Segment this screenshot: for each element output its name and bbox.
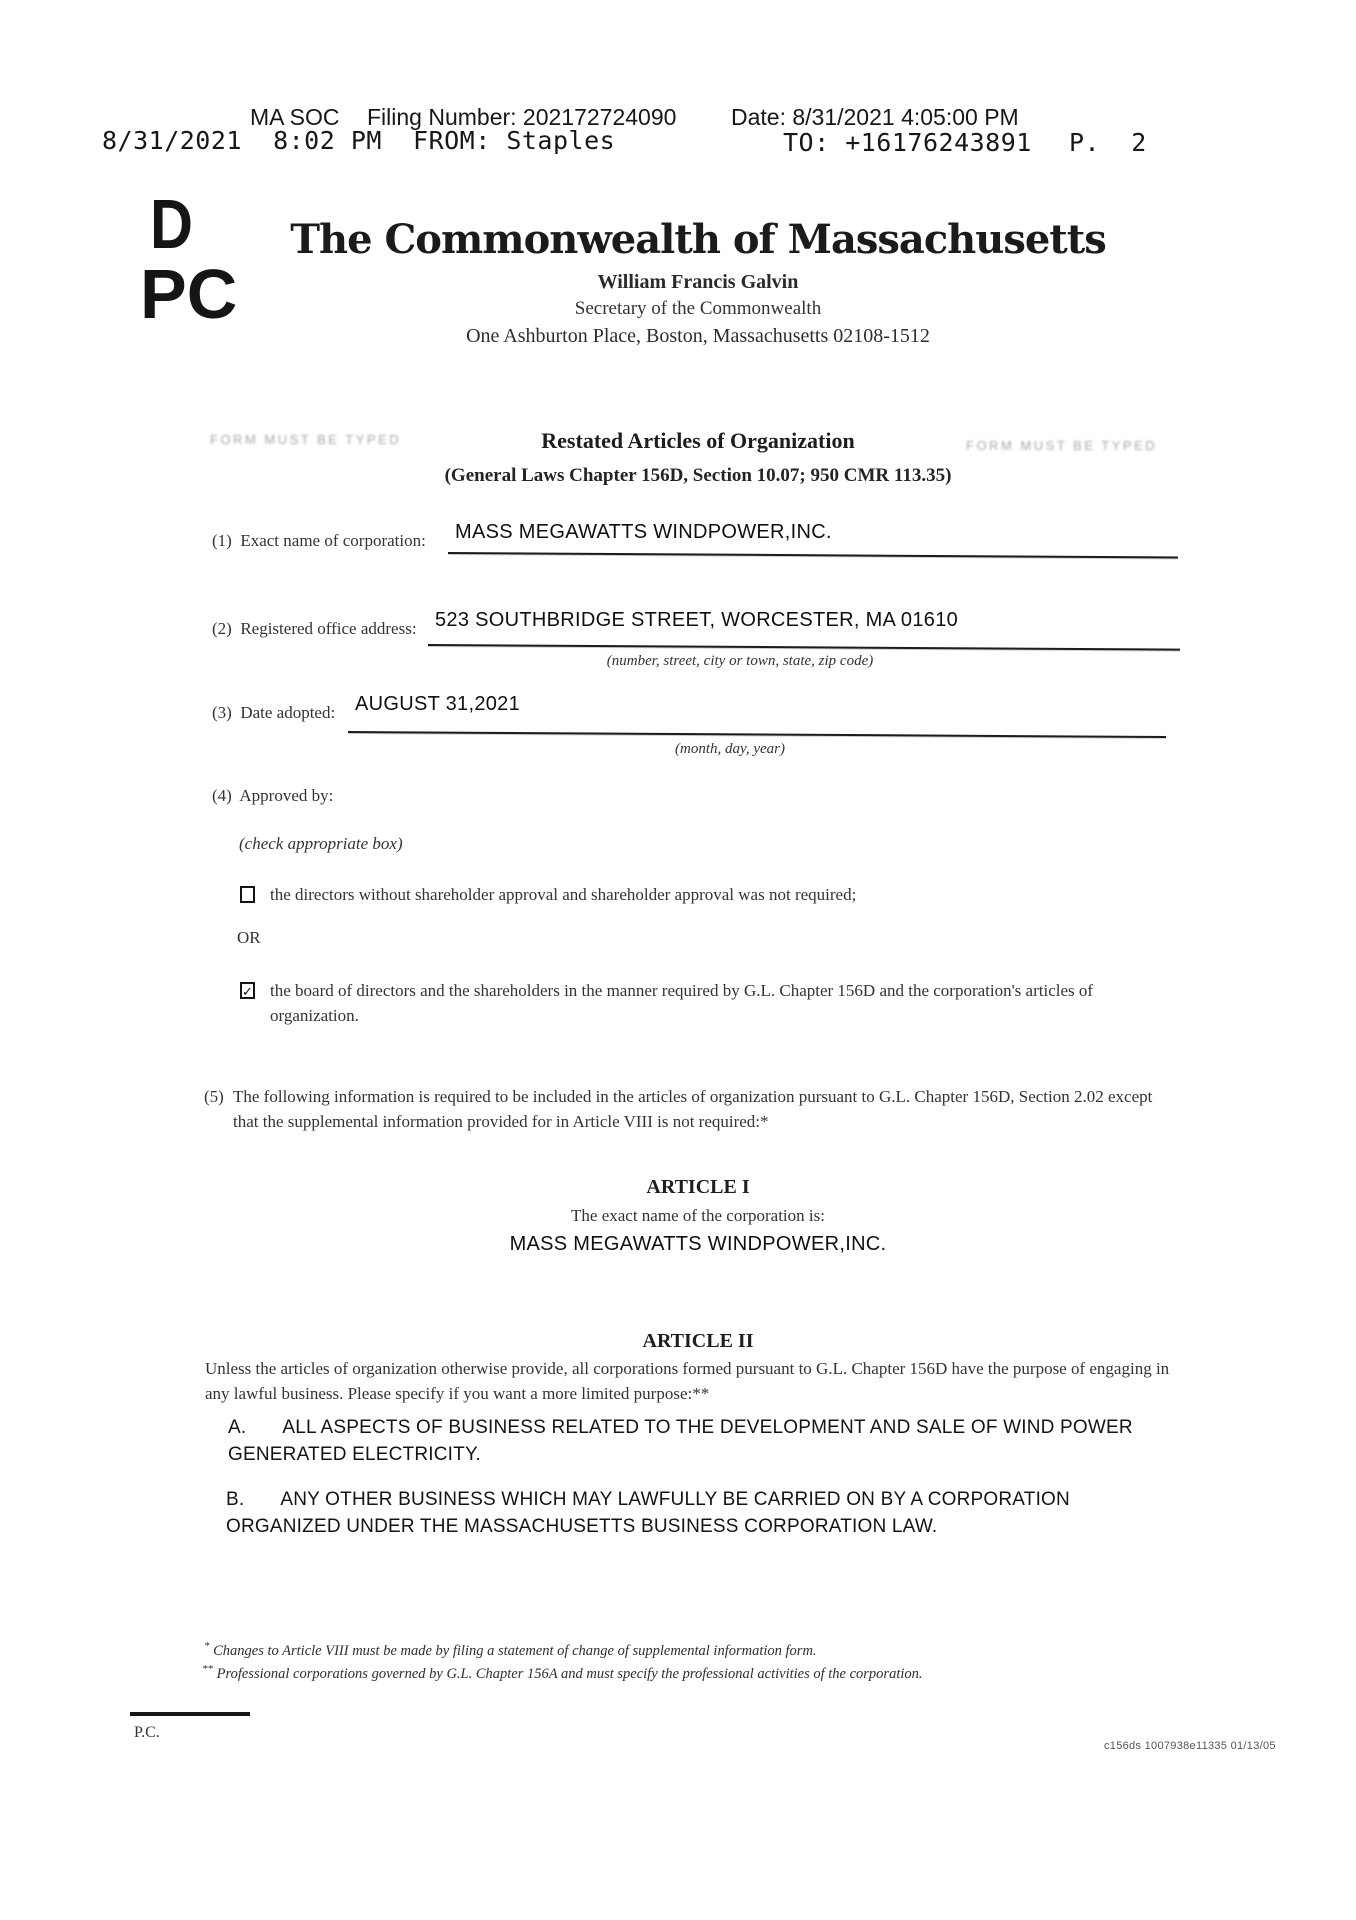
left-faint-stamp: FORM MUST BE TYPED xyxy=(210,432,402,447)
footnote-2-marker: ** xyxy=(202,1663,213,1675)
purpose-item-a xyxy=(228,1414,1143,1468)
doc-code: c156ds 1007938e11335 01/13/05 xyxy=(1104,1740,1276,1752)
corner-stamp-d: D xyxy=(150,185,193,263)
item-a-text: ALL ASPECTS OF BUSINESS RELATED TO THE DEVELOPMENT AND SALE OF WIND POWER GENERATED ELECTRICITY. xyxy=(228,1417,1133,1465)
footnote-1 xyxy=(204,1640,817,1660)
item-b-text: ANY OTHER BUSINESS WHICH MAY LAWFULLY BE CARRIED ON BY A CORPORATION ORGANIZED UNDER THE MASSACHUSETTS BUSINESS CORPORATION LAW. xyxy=(226,1489,1070,1537)
field-3-label: (3) Date adopted: xyxy=(212,703,336,722)
fax-timestamp: 8/31/2021 8:02 PM FROM: Staples xyxy=(102,126,616,155)
field-5-text: The following information is required to be included in the articles of organization pursuant to G.L. Chapter 156D, Section 2.02 except that the supplemental information provided for in Article VIII is not required:* xyxy=(233,1087,1153,1131)
article-1-line: The exact name of the corporation is: xyxy=(571,1206,825,1225)
field-3-underline xyxy=(348,731,1166,738)
article-2-heading: ARTICLE II xyxy=(642,1330,754,1352)
right-faint-stamp: FORM MUST BE TYPED xyxy=(966,438,1158,453)
footnote-1-marker: * xyxy=(204,1640,210,1652)
option-1-checkbox xyxy=(240,886,255,903)
fax-ma-soc: MA SOC xyxy=(250,104,340,130)
field-2-label: (2) Registered office address: xyxy=(212,619,417,638)
secretary-name: William Francis Galvin xyxy=(597,271,799,293)
fax-to-number: TO: +16176243891 xyxy=(783,128,1032,157)
footnote-2 xyxy=(202,1663,923,1683)
article-2-intro: Unless the articles of organization otherwise provide, all corporations formed pursuant to G.L. Chapter 156D have the purpose of engaging in any lawful business. Please specify if you want a more limited purpose:** xyxy=(205,1359,1170,1403)
fax-page-number: P. 2 xyxy=(1069,128,1147,157)
field-2-underline xyxy=(428,644,1180,651)
check-mark-icon: ✓ xyxy=(242,985,253,1000)
or-label: OR xyxy=(237,928,261,947)
check-instruction: (check appropriate box) xyxy=(239,834,403,853)
field-1-label: (1) Exact name of corporation: xyxy=(212,531,426,550)
pc-label: P.C. xyxy=(134,1724,160,1741)
article-1-heading: ARTICLE I xyxy=(646,1176,750,1198)
item-b-label: B. xyxy=(226,1489,245,1510)
article-1-corp-name: MASS MEGAWATTS WINDPOWER,INC. xyxy=(509,1233,887,1255)
footnote-2-text: Professional corporations governed by G.L. Chapter 156A and must specify the professional activities of the corporation. xyxy=(213,1665,923,1682)
field-1-value: MASS MEGAWATTS WINDPOWER,INC. xyxy=(455,521,832,543)
field-3-value: AUGUST 31,2021 xyxy=(355,693,521,715)
option-2-text: the board of directors and the shareholders in the manner required by G.L. Chapter 156D and the corporation's articles of organization. xyxy=(270,981,1094,1025)
secretary-title: Secretary of the Commonwealth xyxy=(574,298,822,319)
field-5-number: (5) xyxy=(204,1087,224,1106)
article-1-block xyxy=(278,1176,1118,1256)
purpose-item-b xyxy=(226,1486,1086,1540)
option-1-text: the directors without shareholder approval and shareholder approval was not required; xyxy=(270,885,857,904)
field-2-caption: (number, street, city or town, state, zip code) xyxy=(606,653,874,669)
footnote-1-text: Changes to Article VIII must be made by filing a statement of change of supplemental information form. xyxy=(209,1642,817,1659)
form-subtitle: (General Laws Chapter 156D, Section 10.07; 950 CMR 113.35) xyxy=(444,465,952,486)
letterhead-address: One Ashburton Place, Boston, Massachusetts 02108-1512 xyxy=(466,325,930,347)
fax-date: Date: 8/31/2021 4:05:00 PM xyxy=(731,104,1019,130)
corner-stamp-pc: PC xyxy=(140,255,238,333)
field-4-label: (4) Approved by: xyxy=(212,786,334,805)
item-a-label: A. xyxy=(228,1417,247,1438)
commonwealth-title: The Commonwealth of Massachusetts xyxy=(290,216,1106,263)
field-2-value: 523 SOUTHBRIDGE STREET, WORCESTER, MA 01610 xyxy=(435,609,959,631)
option-2-checkbox xyxy=(240,982,255,999)
article-2-heading-block xyxy=(278,1330,1118,1353)
field-3-caption: (month, day, year) xyxy=(675,741,785,757)
footer-bar xyxy=(130,1712,250,1716)
form-title: Restated Articles of Organization xyxy=(541,428,855,453)
field-1-underline xyxy=(448,552,1178,558)
fax-filing-number: Filing Number: 202172724090 xyxy=(367,104,677,130)
form-title-block xyxy=(278,428,1118,487)
letterhead xyxy=(278,218,1118,348)
